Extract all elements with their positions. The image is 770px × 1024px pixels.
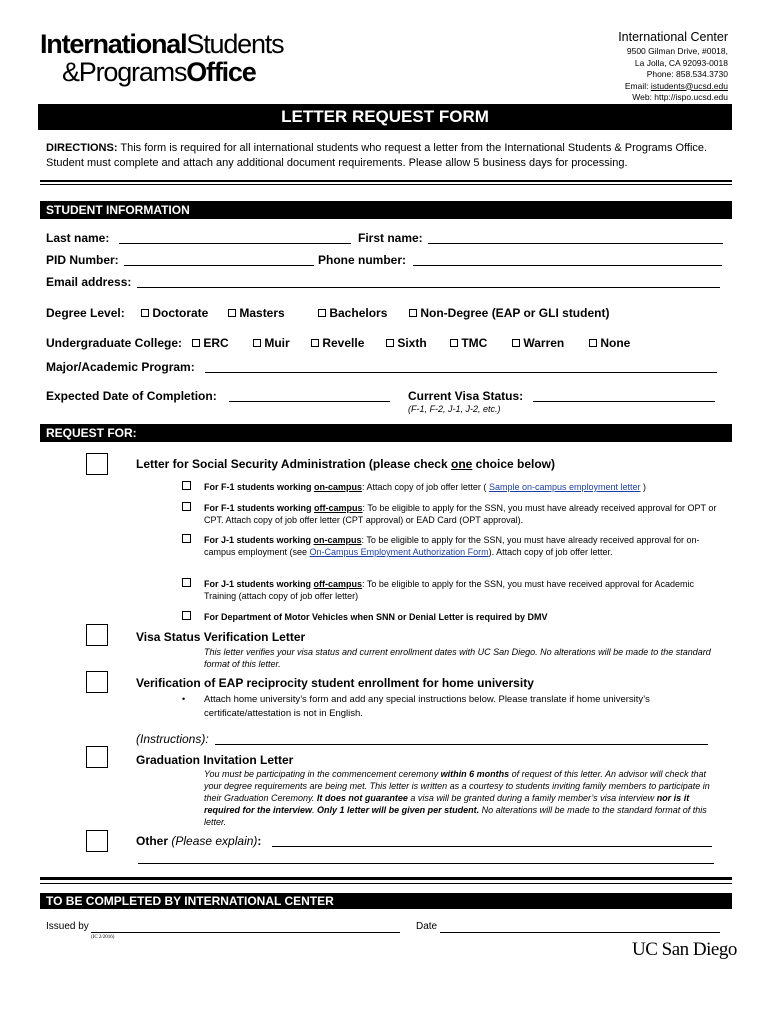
directions: DIRECTIONS: This form is required for all international students who request a letter from the International Students & Programs Office. Student must complete and attach any additional document requirements. Please allow 5 business days for processing. [46, 142, 708, 169]
email-line: Email: istudents@ucsd.edu [624, 80, 728, 91]
ssa-option3-text: For J-1 students working on-campus: To be eligible to apply for the SSN, you must have already received approval for on-campus employment (see On-Campus Employment Authorization Form). Attach copy of job offer letter. [204, 535, 700, 557]
degree-non-degree[interactable]: Non-Degree (EAP or GLI student) [409, 306, 609, 320]
eap-letter-checkbox[interactable] [86, 671, 108, 693]
graduation-letter-text: You must be participating in the commencement ceremony within 6 months of request of this letter. An advisor will check that your degree requirements are being met. This letter is written as a courtesy to students inviting family members to participate in their Graduation Ceremony. It does not guarantee a visa will be granted during a family member’s visa interview nor is it required for the interview. Only 1 letter will be given per student. No alterations will be made to the standard format of this letter. [204, 769, 710, 827]
office-logo-line2: &ProgramsOffice [62, 57, 256, 87]
last-name-field[interactable] [119, 231, 351, 244]
checkbox[interactable] [192, 339, 200, 347]
checkbox[interactable] [311, 339, 319, 347]
instructions-field[interactable] [215, 732, 708, 745]
visa-letter-checkbox[interactable] [86, 624, 108, 646]
checkbox[interactable] [409, 309, 417, 317]
ssa-letter-title: Letter for Social Security Administration (please check one choice below) [136, 457, 556, 471]
other-field-line2[interactable] [138, 851, 714, 864]
phone-text: Phone: 858.534.3730 [646, 69, 728, 79]
visa-letter-text: This letter verifies your visa status and current enrollment dates with UC San Diego. No alterations will be made to the standard format of this letter. [204, 647, 711, 669]
checkbox[interactable] [253, 339, 261, 347]
visa-status-label: Current Visa Status: [408, 389, 524, 403]
ssa-option2-text: For F-1 students working off-campus: To be eligible to apply for the SSN, you must have already received approval for OPT or CPT. Attach copy of job offer letter (CPT approval) or EAD Card (OPT approval). [204, 503, 717, 525]
pid-field[interactable] [124, 253, 314, 266]
email-label: Email address: [46, 275, 132, 289]
completion-label: Expected Date of Completion: [46, 389, 217, 403]
email-link[interactable]: istudents@ucsd.edu [650, 80, 728, 91]
uc-san-diego-logo: UC San Diego [632, 939, 737, 960]
ssa-letter-checkbox[interactable] [86, 453, 108, 475]
divider [40, 184, 732, 185]
form-title: LETTER REQUEST FORM [38, 104, 732, 130]
eap-instructions: Attach home university’s form and add any special instructions below. Please translate if home university’s certificate/attestation is not in English. [204, 694, 650, 719]
major-label: Major/Academic Program: [46, 360, 195, 374]
student-info-heading: STUDENT INFORMATION [40, 201, 732, 219]
divider [40, 180, 732, 182]
degree-doctorate[interactable]: Doctorate [141, 306, 208, 320]
degree-masters[interactable]: Masters [228, 306, 285, 320]
ssa-option4-checkbox[interactable] [182, 578, 191, 587]
web-text: Web: http://ispo.ucsd.edu [632, 92, 728, 102]
checkbox[interactable] [450, 339, 458, 347]
email-field[interactable] [137, 275, 720, 288]
visa-status-field[interactable] [533, 389, 715, 402]
sample-letter-link[interactable]: Sample on-campus employment letter [488, 482, 641, 492]
eap-letter-title: Verification of EAP reciprocity student enrollment for home university [136, 676, 534, 690]
checkbox[interactable] [512, 339, 520, 347]
checkbox[interactable] [141, 309, 149, 317]
first-name-field[interactable] [428, 231, 723, 244]
ssa-option4-text: For J-1 students working off-campus: To be eligible to apply for the SSN, you must have received approval for Academic Training (attach copy of job offer letter) [204, 579, 695, 601]
phone-label: Phone number: [318, 253, 407, 267]
college-none[interactable]: None [589, 336, 630, 350]
graduation-letter-checkbox[interactable] [86, 746, 108, 768]
issued-by-field[interactable] [91, 920, 400, 933]
ssa-option5-text: For Department of Motor Vehicles when SNN or Denial Letter is required by DMV [204, 612, 548, 622]
form-code: (IC 2/2016) [91, 935, 115, 940]
other-label: Other (Please explain): [136, 834, 262, 848]
completion-field[interactable] [229, 389, 390, 402]
college-tmc[interactable]: TMC [450, 336, 487, 350]
center-heading: TO BE COMPLETED BY INTERNATIONAL CENTER [40, 893, 732, 909]
divider [40, 883, 732, 884]
college-muir[interactable]: Muir [253, 336, 290, 350]
college-label: Undergraduate College: [46, 336, 183, 350]
employment-form-link[interactable]: On-Campus Employment Authorization Form [309, 547, 489, 557]
degree-level-label: Degree Level: [46, 306, 125, 320]
visa-hint: (F-1, F-2, J-1, J-2, etc.) [408, 404, 501, 414]
college-sixth[interactable]: Sixth [386, 336, 427, 350]
college-warren[interactable]: Warren [512, 336, 564, 350]
request-heading: REQUEST FOR: [40, 424, 732, 442]
divider [40, 877, 732, 880]
phone-field[interactable] [413, 253, 722, 266]
first-name-label: First name: [358, 231, 423, 245]
ssa-option2-checkbox[interactable] [182, 502, 191, 511]
office-logo-line1: InternationalStudents [40, 29, 284, 59]
date-field[interactable] [440, 920, 720, 933]
checkbox[interactable] [589, 339, 597, 347]
address-line2: La Jolla, CA 92093-0018 [634, 57, 728, 68]
checkbox[interactable] [386, 339, 394, 347]
last-name-label: Last name: [46, 231, 110, 245]
checkbox[interactable] [318, 309, 326, 317]
checkbox[interactable] [228, 309, 236, 317]
ssa-option5-checkbox[interactable] [182, 611, 191, 620]
date-label: Date [416, 921, 438, 932]
instructions-label: (Instructions): [136, 732, 209, 746]
address-line1: 9500 Gilman Drive, #0018, [626, 46, 728, 56]
visa-letter-title: Visa Status Verification Letter [136, 630, 306, 644]
degree-bachelors[interactable]: Bachelors [318, 306, 387, 320]
center-name: International Center [618, 30, 728, 44]
other-letter-checkbox[interactable] [86, 830, 108, 852]
other-field[interactable] [272, 834, 712, 847]
college-erc[interactable]: ERC [192, 336, 229, 350]
ssa-option1-checkbox[interactable] [182, 481, 191, 490]
ssa-option1-text: For F-1 students working on-campus: Attach copy of job offer letter ( Sample on-campus employment letter ) [204, 482, 647, 492]
issued-by-label: Issued by [46, 921, 89, 932]
major-field[interactable] [205, 360, 717, 373]
ssa-option3-checkbox[interactable] [182, 534, 191, 543]
college-revelle[interactable]: Revelle [311, 336, 364, 350]
pid-label: PID Number: [46, 253, 119, 267]
graduation-letter-title: Graduation Invitation Letter [136, 753, 294, 767]
contact-block [618, 30, 728, 104]
bullet-icon: • [182, 694, 186, 704]
